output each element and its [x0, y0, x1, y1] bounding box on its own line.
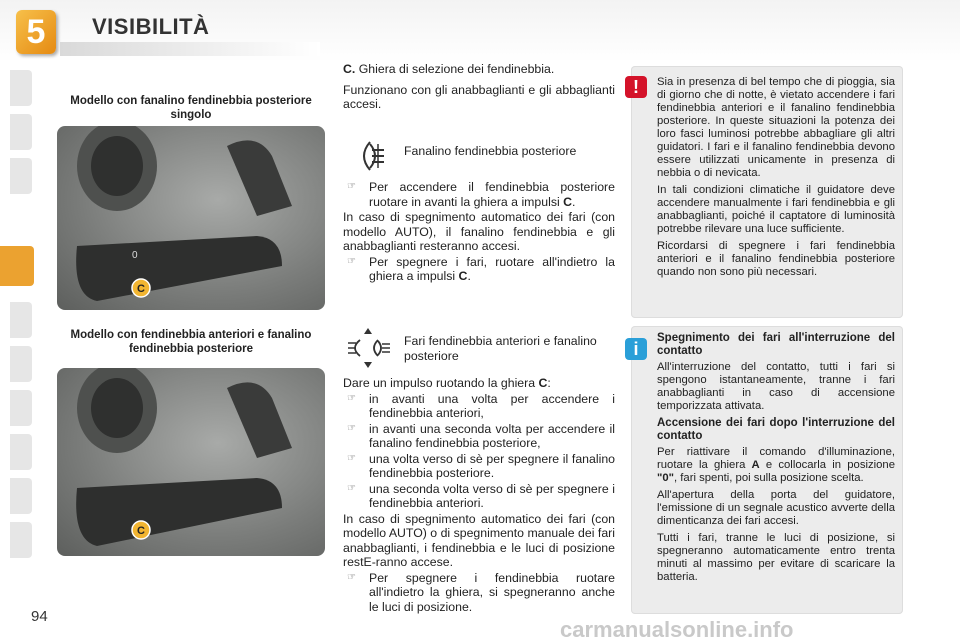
stalk-photo-single — [57, 126, 325, 310]
warning-p2: In tali condizioni climatiche il guidatore deve accendere manualmente i fari fendinebbia e gli anabbaglianti, poiché il captatore di luminosità potrebbe rilevare una luce sufficiente. — [657, 184, 895, 235]
page-title: VISIBILITÀ — [92, 14, 210, 39]
info-p3: All'apertura della porta del guidatore, l'emissione di un segnale acustico avverte della dimenticanza dei fari accesi. — [657, 489, 895, 527]
chapter-tab[interactable] — [10, 390, 32, 426]
info-icon: i — [625, 338, 647, 360]
stalk-lever — [76, 236, 282, 301]
info-heading-1: Spegnimento dei fari all'interruzione del contatto — [657, 332, 895, 357]
page-header — [0, 0, 960, 62]
air-vent-inner — [91, 136, 143, 196]
warning-p3: Ricordarsi di spegnere i fari fendinebbia anteriori e il fanalino fendinebbia posteriore quando non sono più necessari. — [657, 240, 895, 278]
c-text: Ghiera di selezione dei fendinebbia. — [355, 62, 555, 76]
callout-c-label: C — [137, 525, 145, 537]
air-vent-inner — [91, 378, 143, 438]
bullet-3: ☞ in avanti una volta per accendere i fendinebbia anteriori, — [343, 392, 615, 421]
c-label: C. — [343, 62, 356, 76]
front-rear-fog-icon — [346, 326, 392, 370]
chapter-tab-active[interactable] — [0, 246, 34, 286]
bullet-4: ☞ in avanti una seconda volta per accendere il fanalino fendinebbia posteriore, — [343, 422, 615, 451]
bullet-5: ☞ una volta verso di sè per spegnere il fanalino fendinebbia posteriore. — [343, 452, 615, 481]
middle-column-c: Dare un impulso ruotando la ghiera C: ☞ in avanti una volta per accendere i fendinebbia anteriori, ☞ in avanti una seconda volta per accendere il fanalino fendinebbia posteriore, ☞ una volta verso di sè per spegnere il fanalino fendinebbia posteriore. ☞ una seconda volta verso di sè per spegnere i fendinebbia anteriori. In caso di spegnimento automatico dei fari (con modello AUTO) o di spegnimento manuale dei fari anabbaglianti, i fendinebbia e le luci di posizione restE-ranno accese. ☞ Per spegnere i fendinebbia ruotare all'indietro la ghiera, si spegneranno anche le luci di posizione. — [343, 376, 615, 615]
icon2-label: Fari fendinebbia anteriori e fanalino posteriore — [404, 334, 597, 363]
header-underline — [60, 42, 320, 56]
chapter-tab[interactable] — [10, 70, 32, 106]
info-heading-2: Accensione dei fari dopo l'interruzione del contatto — [657, 417, 895, 442]
middle-column — [343, 62, 615, 113]
chapter-badge: 5 — [16, 10, 56, 54]
warning-icon: ! — [625, 76, 647, 98]
paragraph-2: In caso di spegnimento automatico dei fari (con modello AUTO), il fanalino fendinebbia e gli anabbaglianti resteranno accesi. — [343, 210, 615, 253]
stalk-upper — [227, 140, 292, 216]
middle-column-b: ☞ Per accendere il fendinebbia posteriore ruotare in avanti la ghiera a impulsi C. In caso di spegnimento automatico dei fari (con modello AUTO), il fanalino fendinebbia e gli anabbaglianti resteranno accesi. ☞ Per spegnere i fari, ruotare all'indietro la ghiera a impulsi C. — [343, 180, 615, 285]
paragraph-4: In caso di spegnimento automatico dei fari (con modello AUTO) o di spegnimento manuale dei fari anabbaglianti, i fendinebbia e le luci di posizione restE-ranno accese. — [343, 511, 615, 569]
bullet-1: Per accendere il fendinebbia posteriore ruotare in avanti la ghiera a impulsi — [369, 180, 615, 209]
info-p1: All'interruzione del contatto, tutti i fari si spengono istantaneamente, tranne i fari anabbaglianti in caso di accensione temporizzata attivata. — [657, 361, 895, 412]
stalk-illustration — [57, 126, 325, 310]
chapter-tab[interactable] — [10, 478, 32, 514]
warning-p1: Sia in presenza di bel tempo che di pioggia, sia di giorno che di notte, è vietato accendere i fari fendinebbia anteriori e il fanalino fendinebbia posteriore. In queste situazioni la potenza dei loro fasci luminosi potrebbe abbagliare gli altri guidatori. I fari e il fanalino fendinebbia devono essere utilizzati unicamente in presenza di nebbia o di nevicata. — [657, 76, 895, 179]
page-number: 94 — [31, 608, 48, 625]
chapter-tab[interactable] — [10, 434, 32, 470]
chapter-tabs — [0, 70, 34, 570]
caption-single-fog: Modello con fanalino fendinebbia posteriore singolo — [70, 95, 312, 121]
chapter-tab[interactable] — [10, 522, 32, 558]
warning-box — [631, 66, 903, 318]
chapter-tab[interactable] — [10, 114, 32, 150]
stalk-upper — [227, 382, 292, 458]
stalk-photo-double — [57, 368, 325, 556]
bullet-2: Per spegnere i fari, ruotare all'indietro la ghiera a impulsi — [369, 254, 615, 283]
chapter-tab[interactable] — [10, 158, 32, 194]
info-p4: Tutti i fari, tranne le luci di posizione, si spegneranno automaticamente entro trenta minuti al massimo per evitare di scaricare la batteria. — [657, 532, 895, 583]
stalk-marking: 0 — [132, 250, 138, 261]
info-box: Spegnimento dei fari all'interruzione del contatto All'interruzione del contatto, tutti i fari si spengono istantaneamente, tranne i fari anabbaglianti in caso di accensione temporizzata attivata. Accensione dei fari dopo l'interruzione del contatto Per riattivare il comando d'illuminazione, ruotare la ghiera A e collocarla in posizione "0", fari spenti, poi sulla posizione scelta. All'apertura della porta del guidatore, l'emissione di un segnale acustico avverte della dimenticanza dei fari accesi. Tutti i fari, tranne le luci di posizione, si spegneranno automaticamente entro trenta minuti al massimo per evitare di scaricare la batteria. — [631, 326, 903, 614]
bullet-6: ☞ una seconda volta verso di sè per spegnere i fendinebbia anteriori. — [343, 482, 615, 511]
caption-double-fog: Modello con fendinebbia anteriori e fanalino fendinebbia posteriore — [70, 329, 312, 355]
paragraph-3: Dare un impulso ruotando la ghiera — [343, 376, 539, 390]
stalk-lever — [76, 478, 282, 546]
callout-c-label: C — [137, 283, 145, 295]
watermark: carmanualsonline.info — [560, 617, 794, 642]
rear-fog-icon — [352, 138, 388, 174]
bullet-7: ☞ Per spegnere i fendinebbia ruotare all'indietro la ghiera, si spegneranno anche le luci di posizione. — [343, 571, 615, 615]
stalk-illustration — [57, 368, 325, 556]
paragraph-1: Funzionano con gli anabbaglianti e gli abbaglianti accesi. — [343, 82, 615, 111]
chapter-tab[interactable] — [10, 346, 32, 382]
icon1-label: Fanalino fendinebbia posteriore — [404, 144, 577, 158]
chapter-tab[interactable] — [10, 302, 32, 338]
info-p2a: Per riattivare il comando d'illuminazione, ruotare la ghiera — [657, 446, 895, 471]
